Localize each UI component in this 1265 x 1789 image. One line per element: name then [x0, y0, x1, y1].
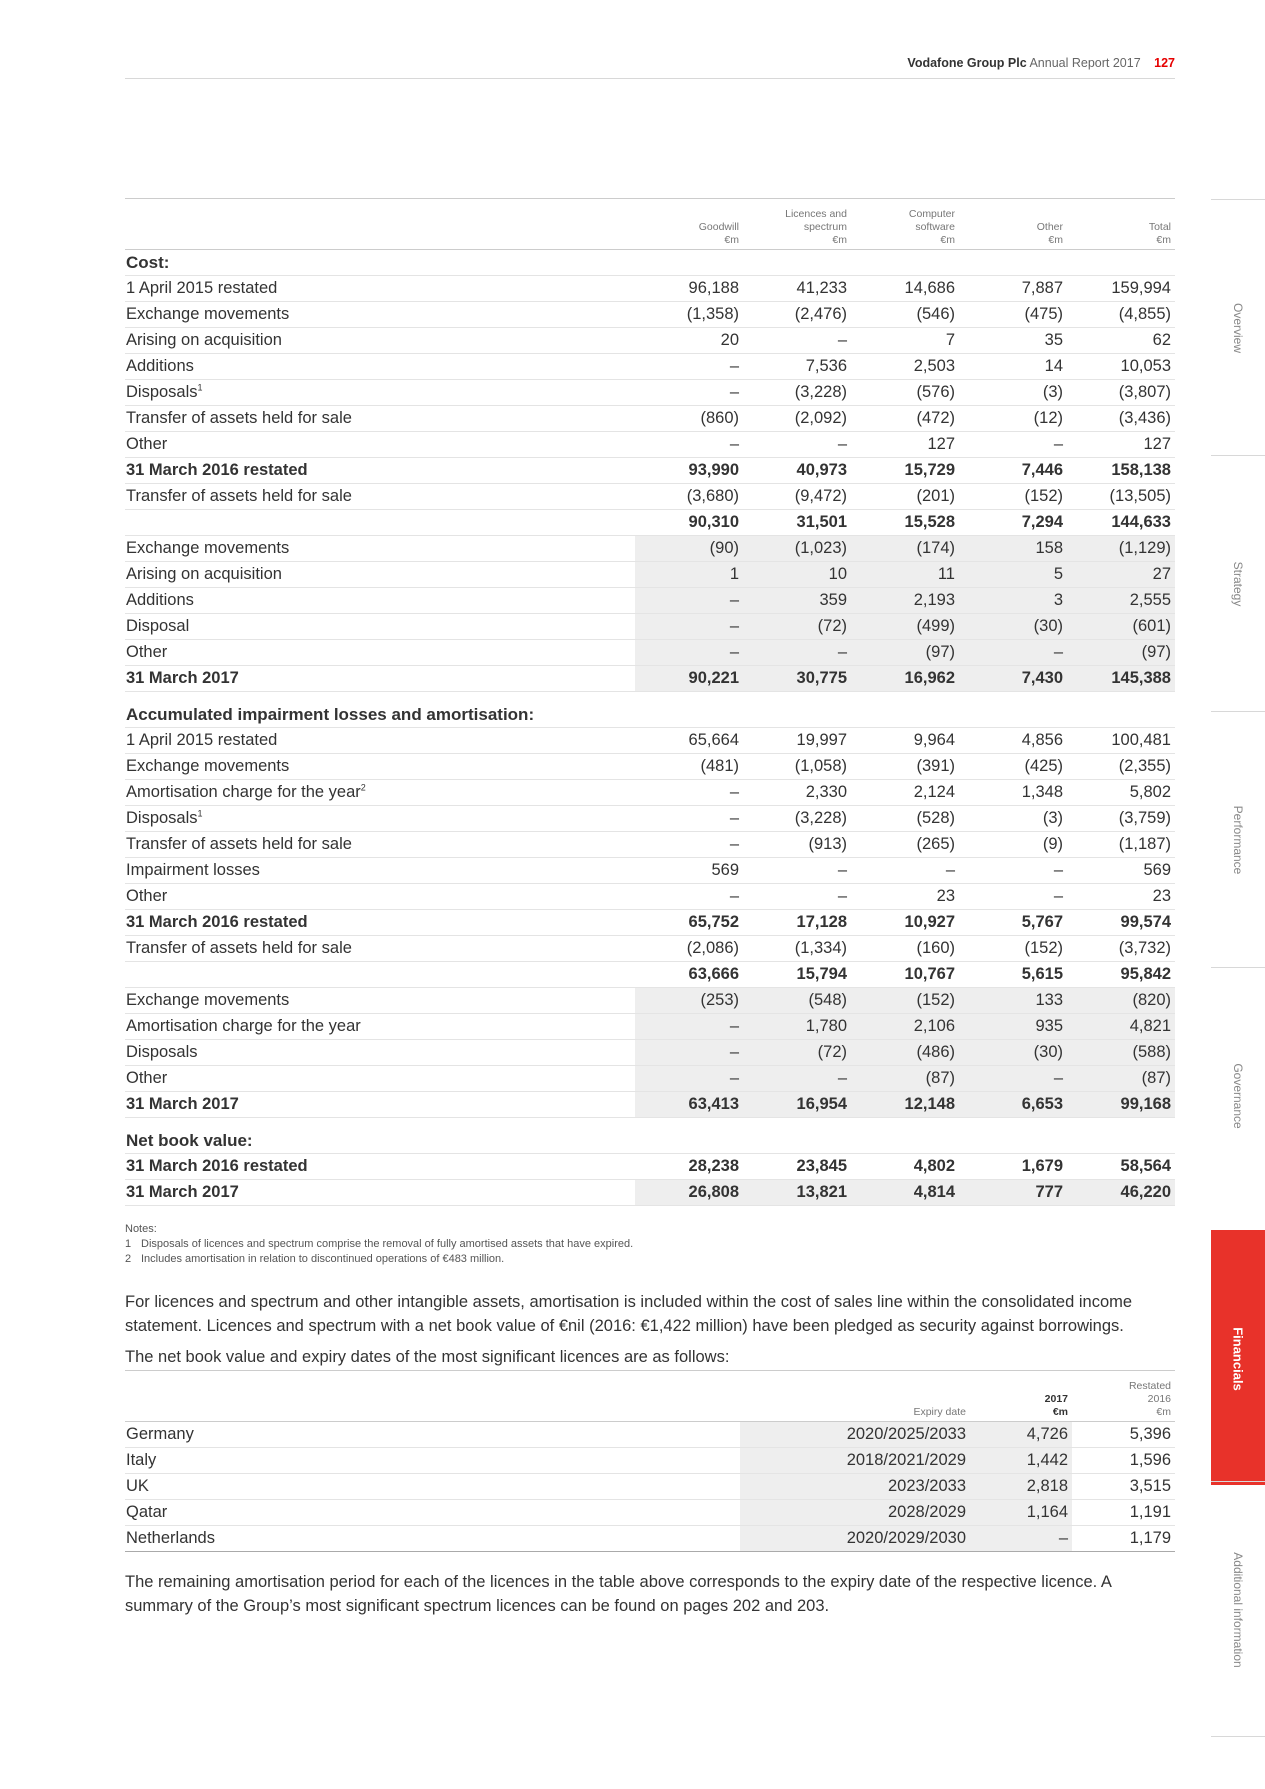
net-book-value-rows: [125, 1154, 1175, 1206]
cell-value: 7,446: [959, 458, 1067, 484]
col-other: Other €m: [959, 199, 1067, 250]
cell-value: 58,564: [1067, 1154, 1175, 1180]
table-row: [125, 1180, 1175, 1206]
row-label: Qatar: [125, 1500, 740, 1526]
cell-value: –: [635, 1014, 743, 1040]
cell-value: 7,887: [959, 276, 1067, 302]
cell-value: 99,168: [1067, 1092, 1175, 1118]
amortisation-rows: [125, 728, 1175, 1118]
row-label: Disposals$^1$: [125, 806, 635, 832]
cell-value: (601): [1067, 614, 1175, 640]
cell-value: (3,732): [1067, 936, 1175, 962]
cell-value: (152): [851, 988, 959, 1014]
cell-value: 2020/2025/2033: [740, 1422, 970, 1448]
table-row: [125, 562, 1175, 588]
cell-value: (1,023): [743, 536, 851, 562]
cell-value: 99,574: [1067, 910, 1175, 936]
paragraph-amortisation: For licences and spectrum and other intangible assets, amortisation is included within the cost of sales line within the consolidated income statement. Licences and spectrum with a net book value of €nil (2016: €1,422 million) have been pledged as security against borrowings.: [125, 1293, 1133, 1335]
tab-overview[interactable]: Overview: [1211, 199, 1265, 454]
row-label: 31 March 2017: [125, 1180, 635, 1206]
row-label: Germany: [125, 1422, 740, 1448]
table-row: [125, 1448, 1175, 1474]
cell-value: 17,128: [743, 910, 851, 936]
cell-value: (499): [851, 614, 959, 640]
cell-value: 2,555: [1067, 588, 1175, 614]
row-label: Exchange movements: [125, 536, 635, 562]
cell-value: –: [635, 832, 743, 858]
footnote-2: 2 Includes amortisation in relation to discontinued operations of €483 million.: [125, 1253, 505, 1265]
cell-value: –: [743, 1066, 851, 1092]
cell-value: 1,348: [959, 780, 1067, 806]
table-row: [125, 780, 1175, 806]
cell-value: 5,615: [959, 962, 1067, 988]
row-label: Arising on acquisition: [125, 328, 635, 354]
cell-value: (72): [743, 1040, 851, 1066]
table-row: [125, 458, 1175, 484]
cell-value: 10: [743, 562, 851, 588]
cell-value: 63,413: [635, 1092, 743, 1118]
table-row: [125, 988, 1175, 1014]
cell-value: –: [959, 884, 1067, 910]
cell-value: 1,179: [1072, 1526, 1175, 1552]
row-label: 31 March 2017: [125, 1092, 635, 1118]
col-licences: Licences and spectrum €m: [743, 199, 851, 250]
cell-value: (475): [959, 302, 1067, 328]
row-label: Netherlands: [125, 1526, 740, 1552]
cell-value: 2,106: [851, 1014, 959, 1040]
row-label: Exchange movements: [125, 754, 635, 780]
cell-value: (3,680): [635, 484, 743, 510]
cell-value: 359: [743, 588, 851, 614]
row-label: Exchange movements: [125, 988, 635, 1014]
cell-value: 15,794: [743, 962, 851, 988]
cell-value: –: [635, 588, 743, 614]
row-label: Impairment losses: [125, 858, 635, 884]
cell-value: 95,842: [1067, 962, 1175, 988]
table-row: [125, 884, 1175, 910]
table-row: [125, 302, 1175, 328]
cell-value: 10,767: [851, 962, 959, 988]
page-header: [125, 56, 1175, 79]
cell-value: (9): [959, 832, 1067, 858]
cell-value: (481): [635, 754, 743, 780]
cost-rows: [125, 276, 1175, 692]
cell-value: (588): [1067, 1040, 1175, 1066]
cell-value: 3,515: [1072, 1474, 1175, 1500]
cell-value: (820): [1067, 988, 1175, 1014]
cell-value: 935: [959, 1014, 1067, 1040]
cell-value: 1,679: [959, 1154, 1067, 1180]
cell-value: 28,238: [635, 1154, 743, 1180]
table-row: [125, 806, 1175, 832]
cell-value: (9,472): [743, 484, 851, 510]
cell-value: 23: [851, 884, 959, 910]
paragraph-licences-intro: The net book value and expiry dates of the most significant licences are as follows:: [125, 1348, 730, 1366]
cell-value: 133: [959, 988, 1067, 1014]
cell-value: 145,388: [1067, 666, 1175, 692]
table-row: [125, 1066, 1175, 1092]
cell-value: 23,845: [743, 1154, 851, 1180]
cell-value: (3): [959, 806, 1067, 832]
table-row: [125, 1040, 1175, 1066]
cell-value: 1,596: [1072, 1448, 1175, 1474]
row-label: Other: [125, 1066, 635, 1092]
tab-strategy[interactable]: Strategy: [1211, 455, 1265, 710]
table-row: [125, 380, 1175, 406]
row-label: [125, 510, 635, 536]
cell-value: (97): [1067, 640, 1175, 666]
table-row: [125, 614, 1175, 640]
cell-value: –: [635, 640, 743, 666]
company-name: Vodafone Group Plc: [907, 56, 1027, 70]
cell-value: 4,814: [851, 1180, 959, 1206]
cell-value: –: [635, 354, 743, 380]
report-title: Annual Report 2017: [1029, 56, 1141, 70]
cell-value: (3,436): [1067, 406, 1175, 432]
table-row: [125, 484, 1175, 510]
cell-value: 4,856: [959, 728, 1067, 754]
table-row: [125, 858, 1175, 884]
cell-value: 569: [1067, 858, 1175, 884]
cell-value: 20: [635, 328, 743, 354]
footnotes: [125, 1222, 633, 1267]
cell-value: (30): [959, 1040, 1067, 1066]
cell-value: 1,442: [970, 1448, 1072, 1474]
cell-value: (253): [635, 988, 743, 1014]
paragraph-amortisation-period: The remaining amortisation period for each of the licences in the table above corresponds to the expiry date of the respective licence. A summary of the Group’s most significant spectrum licences can be found on pages 202 and 203.: [125, 1573, 1111, 1615]
cell-value: (391): [851, 754, 959, 780]
cell-value: (472): [851, 406, 959, 432]
cell-value: (1,129): [1067, 536, 1175, 562]
row-label: Other: [125, 432, 635, 458]
cell-value: 3: [959, 588, 1067, 614]
cell-value: 10,927: [851, 910, 959, 936]
table-row: [125, 432, 1175, 458]
cell-value: 30,775: [743, 666, 851, 692]
tab-governance[interactable]: Governance: [1211, 967, 1265, 1222]
cell-value: 19,997: [743, 728, 851, 754]
cell-value: 159,994: [1067, 276, 1175, 302]
table-row: [125, 728, 1175, 754]
table-row: [125, 666, 1175, 692]
table-row: [125, 962, 1175, 988]
cell-value: (1,334): [743, 936, 851, 962]
cell-value: 13,821: [743, 1180, 851, 1206]
row-label: Additions: [125, 354, 635, 380]
column-header-row: [125, 199, 1175, 250]
cell-value: (860): [635, 406, 743, 432]
footnote-1: 1 Disposals of licences and spectrum comprise the removal of fully amortised assets that have expired.: [125, 1238, 634, 1250]
cell-value: (528): [851, 806, 959, 832]
cell-value: 1,164: [970, 1500, 1072, 1526]
row-label: Disposals$^1$: [125, 380, 635, 406]
nbv-heading: Net book value:: [125, 1128, 1175, 1154]
cell-value: (12): [959, 406, 1067, 432]
section-heading-row: [125, 1128, 1175, 1154]
row-label: UK: [125, 1474, 740, 1500]
cell-value: 9,964: [851, 728, 959, 754]
cell-value: (425): [959, 754, 1067, 780]
table-row: [125, 536, 1175, 562]
col-software: Computer software €m: [851, 199, 959, 250]
cell-value: 14,686: [851, 276, 959, 302]
cell-value: 2,330: [743, 780, 851, 806]
table-row: [125, 1014, 1175, 1040]
table-row: [125, 936, 1175, 962]
cell-value: –: [959, 1066, 1067, 1092]
row-label: Disposal: [125, 614, 635, 640]
cell-value: (13,505): [1067, 484, 1175, 510]
cell-value: –: [970, 1526, 1072, 1552]
cell-value: 2,124: [851, 780, 959, 806]
row-label: Transfer of assets held for sale: [125, 832, 635, 858]
cell-value: (3,759): [1067, 806, 1175, 832]
cell-value: 100,481: [1067, 728, 1175, 754]
cell-value: (90): [635, 536, 743, 562]
section-heading-row: [125, 250, 1175, 276]
cell-value: 16,954: [743, 1092, 851, 1118]
row-label: 31 March 2016 restated: [125, 458, 635, 484]
cell-value: (152): [959, 484, 1067, 510]
cell-value: (3): [959, 380, 1067, 406]
cell-value: (72): [743, 614, 851, 640]
cell-value: (3,228): [743, 380, 851, 406]
cell-value: 777: [959, 1180, 1067, 1206]
cell-value: 5,767: [959, 910, 1067, 936]
section-tabs: [1211, 199, 1265, 1735]
row-label: 31 March 2016 restated: [125, 910, 635, 936]
row-label: 1 April 2015 restated: [125, 276, 635, 302]
cell-value: –: [743, 884, 851, 910]
cell-value: –: [743, 640, 851, 666]
intangible-assets-table: [125, 198, 1175, 1206]
cell-value: 65,664: [635, 728, 743, 754]
cell-value: –: [635, 884, 743, 910]
cell-value: –: [635, 1040, 743, 1066]
col-2017: 2017 €m: [970, 1371, 1072, 1422]
row-label: 31 March 2017: [125, 666, 635, 692]
cell-value: (3,228): [743, 806, 851, 832]
cell-value: 10,053: [1067, 354, 1175, 380]
row-label: Exchange movements: [125, 302, 635, 328]
row-label: Other: [125, 884, 635, 910]
cell-value: 1,780: [743, 1014, 851, 1040]
table-row: [125, 1092, 1175, 1118]
cell-value: 2023/2033: [740, 1474, 970, 1500]
row-label: Disposals: [125, 1040, 635, 1066]
row-label: Transfer of assets held for sale: [125, 936, 635, 962]
cell-value: 23: [1067, 884, 1175, 910]
table-row: [125, 910, 1175, 936]
cell-value: 90,310: [635, 510, 743, 536]
row-label: Italy: [125, 1448, 740, 1474]
cell-value: 15,729: [851, 458, 959, 484]
cell-value: (265): [851, 832, 959, 858]
cell-value: (548): [743, 988, 851, 1014]
cell-value: (913): [743, 832, 851, 858]
cell-value: 7,430: [959, 666, 1067, 692]
cell-value: 127: [1067, 432, 1175, 458]
cell-value: 40,973: [743, 458, 851, 484]
cell-value: 35: [959, 328, 1067, 354]
table-row: [125, 1526, 1175, 1552]
cell-value: (1,058): [743, 754, 851, 780]
cell-value: (1,358): [635, 302, 743, 328]
cell-value: –: [635, 806, 743, 832]
cell-value: 2028/2029: [740, 1500, 970, 1526]
cell-value: –: [959, 432, 1067, 458]
table-row: [125, 640, 1175, 666]
table-row: [125, 354, 1175, 380]
cell-value: (2,092): [743, 406, 851, 432]
cell-value: 4,726: [970, 1422, 1072, 1448]
cell-value: 2,193: [851, 588, 959, 614]
table-row: [125, 276, 1175, 302]
table-row: [125, 588, 1175, 614]
cell-value: 7,294: [959, 510, 1067, 536]
cell-value: 127: [851, 432, 959, 458]
cell-value: (576): [851, 380, 959, 406]
cell-value: –: [635, 432, 743, 458]
cell-value: 26,808: [635, 1180, 743, 1206]
cell-value: 1: [635, 562, 743, 588]
cell-value: 93,990: [635, 458, 743, 484]
cell-value: (486): [851, 1040, 959, 1066]
row-label: Transfer of assets held for sale: [125, 484, 635, 510]
cell-value: 1,191: [1072, 1500, 1175, 1526]
page-number: 127: [1154, 56, 1175, 70]
cell-value: –: [635, 380, 743, 406]
cell-value: 7,536: [743, 354, 851, 380]
cell-value: 12,148: [851, 1092, 959, 1118]
cell-value: 7: [851, 328, 959, 354]
notes-title: Notes:: [125, 1223, 157, 1235]
cell-value: (174): [851, 536, 959, 562]
cell-value: –: [743, 432, 851, 458]
row-label: Amortisation charge for the year$^2$: [125, 780, 635, 806]
cell-value: –: [959, 858, 1067, 884]
cell-value: –: [851, 858, 959, 884]
licence-rows: [125, 1422, 1175, 1552]
cell-value: 46,220: [1067, 1180, 1175, 1206]
col-goodwill: Goodwill €m: [635, 199, 743, 250]
cell-value: 144,633: [1067, 510, 1175, 536]
cell-value: –: [635, 614, 743, 640]
cell-value: 5,802: [1067, 780, 1175, 806]
cell-value: –: [635, 1066, 743, 1092]
col-total: Total €m: [1067, 199, 1175, 250]
cell-value: 158: [959, 536, 1067, 562]
cell-value: 6,653: [959, 1092, 1067, 1118]
cell-value: (2,476): [743, 302, 851, 328]
cell-value: 158,138: [1067, 458, 1175, 484]
col-2016-restated: Restated 2016 €m: [1072, 1371, 1175, 1422]
cell-value: 96,188: [635, 276, 743, 302]
cell-value: (2,086): [635, 936, 743, 962]
cell-value: 31,501: [743, 510, 851, 536]
cell-value: (1,187): [1067, 832, 1175, 858]
licences-table: [125, 1370, 1175, 1552]
tab-additional-information[interactable]: Additional information: [1211, 1481, 1265, 1737]
cell-value: (152): [959, 936, 1067, 962]
cell-value: (3,807): [1067, 380, 1175, 406]
cell-value: –: [635, 780, 743, 806]
section-heading-row: [125, 702, 1175, 728]
cell-value: (87): [1067, 1066, 1175, 1092]
cell-value: –: [959, 640, 1067, 666]
cell-value: 14: [959, 354, 1067, 380]
row-label: 31 March 2016 restated: [125, 1154, 635, 1180]
table-row: [125, 328, 1175, 354]
table-row: [125, 754, 1175, 780]
cell-value: 2020/2029/2030: [740, 1526, 970, 1552]
cell-value: 2018/2021/2029: [740, 1448, 970, 1474]
row-label: Other: [125, 640, 635, 666]
table-row: [125, 406, 1175, 432]
cell-value: 65,752: [635, 910, 743, 936]
cell-value: 2,818: [970, 1474, 1072, 1500]
cell-value: 5: [959, 562, 1067, 588]
cell-value: 4,802: [851, 1154, 959, 1180]
table-row: [125, 510, 1175, 536]
cell-value: (546): [851, 302, 959, 328]
cell-value: 90,221: [635, 666, 743, 692]
cell-value: 2,503: [851, 354, 959, 380]
cell-value: –: [743, 328, 851, 354]
cell-value: (87): [851, 1066, 959, 1092]
cell-value: 27: [1067, 562, 1175, 588]
cell-value: (4,855): [1067, 302, 1175, 328]
table-row: [125, 1500, 1175, 1526]
cell-value: 569: [635, 858, 743, 884]
table-row: [125, 1154, 1175, 1180]
cell-value: 5,396: [1072, 1422, 1175, 1448]
row-label: Arising on acquisition: [125, 562, 635, 588]
licences-header-row: [125, 1371, 1175, 1422]
cell-value: 41,233: [743, 276, 851, 302]
cell-value: (97): [851, 640, 959, 666]
cost-heading: Cost:: [125, 250, 1175, 276]
table-row: [125, 1422, 1175, 1448]
row-label: 1 April 2015 restated: [125, 728, 635, 754]
cell-value: 15,528: [851, 510, 959, 536]
cell-value: 62: [1067, 328, 1175, 354]
tab-financials[interactable]: Financials: [1211, 1230, 1265, 1485]
row-label: [125, 962, 635, 988]
row-label: Amortisation charge for the year: [125, 1014, 635, 1040]
col-expiry-date: Expiry date: [740, 1371, 970, 1422]
row-label: Additions: [125, 588, 635, 614]
cell-value: 63,666: [635, 962, 743, 988]
cell-value: (30): [959, 614, 1067, 640]
cell-value: –: [743, 858, 851, 884]
cell-value: 11: [851, 562, 959, 588]
table-row: [125, 832, 1175, 858]
cell-value: (201): [851, 484, 959, 510]
cell-value: (160): [851, 936, 959, 962]
tab-performance[interactable]: Performance: [1211, 711, 1265, 966]
cell-value: 4,821: [1067, 1014, 1175, 1040]
cell-value: 16,962: [851, 666, 959, 692]
table-row: [125, 1474, 1175, 1500]
cell-value: (2,355): [1067, 754, 1175, 780]
amortisation-heading: Accumulated impairment losses and amortisation:: [125, 702, 1175, 728]
row-label: Transfer of assets held for sale: [125, 406, 635, 432]
